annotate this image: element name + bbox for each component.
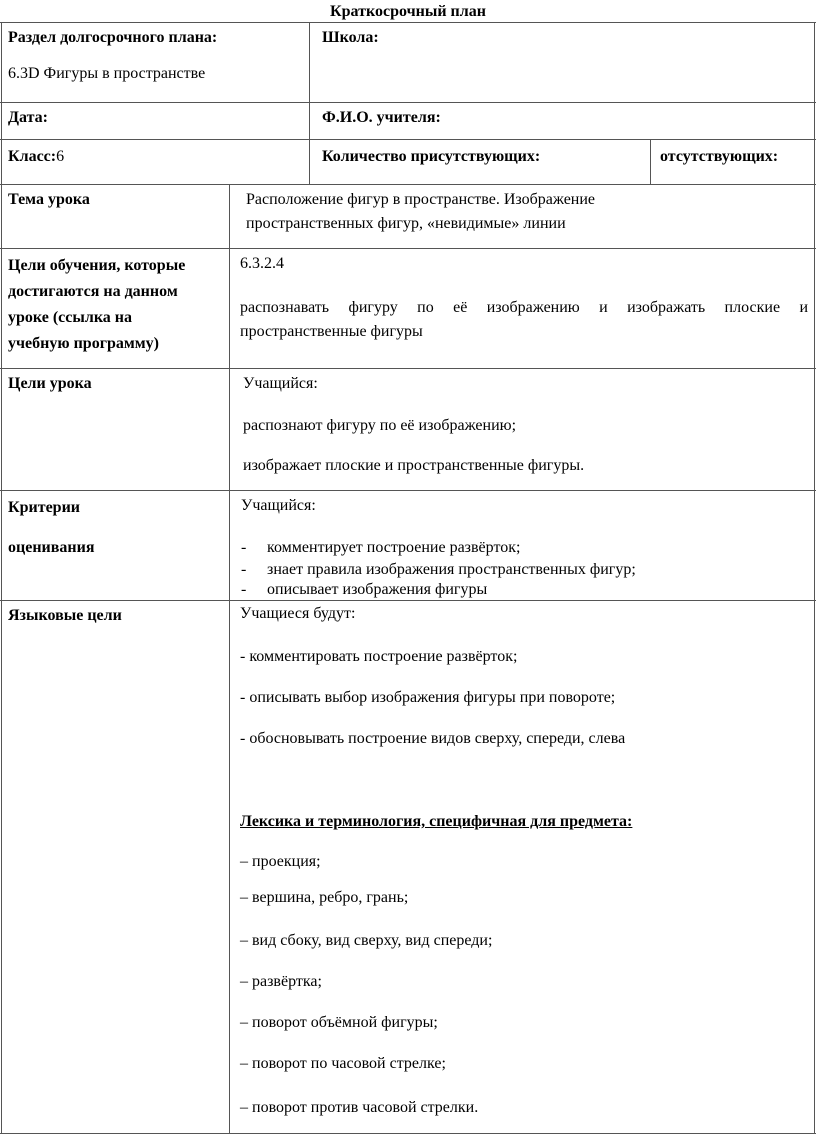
term-2: – вершина, ребро, грань; — [240, 889, 409, 906]
absent-label: отсутствующих: — [660, 148, 779, 165]
criteria-item-3 — [241, 580, 487, 600]
topic-label: Тема урока — [8, 191, 90, 208]
goals-item-2: изображает плоские и пространственные фигуры. — [243, 457, 585, 474]
vocabulary-heading: Лексика и терминология, специфичная для предмета: — [240, 813, 633, 830]
term-7: – поворот против часовой стрелки. — [240, 1099, 479, 1116]
present-label: Количество присутствующих: — [322, 148, 541, 165]
topic-line-1: Расположение фигур в пространстве. Изображение — [246, 191, 596, 208]
class-value: 6 — [56, 148, 65, 165]
objective-code: 6.3.2.4 — [240, 255, 284, 272]
term-3: – вид сбоку, вид сверху, вид спереди; — [240, 932, 493, 949]
objectives-label-4: учебную программу) — [8, 335, 159, 352]
class-label: Класс: — [8, 148, 57, 165]
criteria-item-1 — [241, 538, 520, 558]
bullet: - — [241, 581, 247, 598]
teacher-label: Ф.И.О. учителя: — [322, 109, 441, 126]
criteria-item-2 — [241, 560, 636, 580]
date-label: Дата: — [8, 109, 48, 126]
topic-line-2: пространственных фигур, «невидимые» линии — [246, 215, 566, 232]
bullet: - — [241, 561, 247, 578]
goals-item-1: распознают фигуру по её изображению; — [243, 417, 517, 434]
criteria-intro: Учащийся: — [241, 497, 316, 514]
criteria-item-text: знает правила изображения пространственных фигур; — [267, 561, 636, 578]
language-goal-1: - комментировать построение развёрток; — [240, 648, 518, 665]
bullet: - — [241, 539, 247, 556]
language-goal-2: - описывать выбор изображения фигуры при повороте; — [240, 689, 616, 706]
goals-intro: Учащийся: — [243, 375, 318, 392]
section-label: Раздел долгосрочного плана: — [8, 29, 218, 46]
page-title: Краткосрочный план — [330, 3, 486, 20]
term-4: – развёртка; — [240, 973, 322, 990]
criteria-item-text: описывает изображения фигуры — [267, 581, 488, 598]
class-cell — [8, 145, 64, 169]
term-6: – поворот по часовой стрелке; — [240, 1055, 446, 1072]
language-goal-3: - обосновывать построение видов сверху, спереди, слева — [240, 730, 626, 747]
term-5: – поворот объёмной фигуры; — [240, 1014, 438, 1031]
objective-text: распознавать фигуру по её изображению и изображать плоские и пространственные фигуры — [240, 299, 808, 340]
language-goals-label: Языковые цели — [8, 607, 122, 624]
section-value: 6.3D Фигуры в пространстве — [8, 65, 206, 82]
goals-label: Цели урока — [8, 375, 92, 392]
criteria-item-text: комментирует построение развёрток; — [267, 539, 521, 556]
criteria-label-1: Критерии — [8, 499, 81, 516]
criteria-label-2: оценивания — [8, 539, 95, 556]
objectives-label-1: Цели обучения, которые — [8, 257, 186, 274]
language-goals-intro: Учащиеся будут: — [240, 605, 356, 622]
objectives-label-2: достигаются на данном — [8, 283, 178, 300]
term-1: – проекция; — [240, 853, 321, 870]
objectives-label-3: уроке (ссылка на — [8, 309, 133, 326]
school-label: Школа: — [322, 29, 379, 46]
